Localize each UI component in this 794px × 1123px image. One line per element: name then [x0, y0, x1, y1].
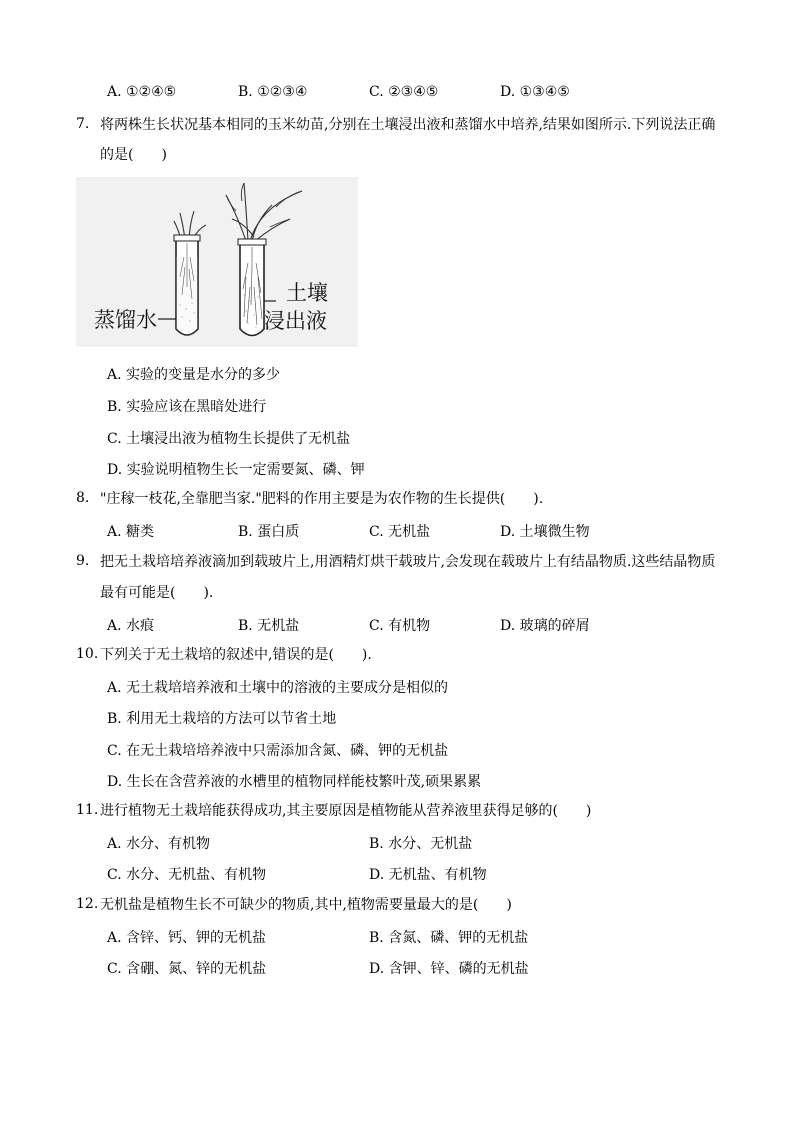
q11-option-b: B. 水分、无机盐 [369, 836, 473, 852]
q10-number: 10. [76, 646, 99, 662]
q12-option-b: B. 含氮、磷、钾的无机盐 [369, 930, 529, 946]
q10-option-a: A. 无土栽培培养液和土壤中的溶液的主要成分是相似的 [107, 680, 449, 696]
q12-number: 12. [76, 896, 99, 912]
q10-option-b: B. 利用无土栽培的方法可以节省土地 [107, 711, 337, 727]
q8-option-c: C. 无机盐 [369, 524, 431, 540]
q10-option-c: C. 在无土栽培培养液中只需添加含氮、磷、钾的无机盐 [107, 743, 449, 759]
q12-option-c: C. 含硼、氮、锌的无机盐 [107, 961, 267, 977]
q11-number: 11. [76, 802, 99, 818]
q8-stem: "庄稼一枝花,全靠肥当家."肥料的作用主要是为农作物的生长提供( ). [100, 491, 544, 507]
q6-option-a: A. ①②④⑤ [107, 84, 177, 100]
q9-number: 9. [76, 553, 90, 569]
q7-stem-line2: 的是( ) [100, 147, 167, 163]
q7-option-b: B. 实验应该在黑暗处进行 [107, 399, 267, 415]
q7-stem-line1: 将两株生长状况基本相同的玉米幼苗,分别在土壤浸出液和蒸馏水中培养,结果如图所示.下列说法正确 [100, 117, 716, 133]
q7-option-d: D. 实验说明植物生长一定需要氮、磷、钾 [107, 462, 365, 478]
left-test-tube [174, 211, 206, 335]
q11-option-a: A. 水分、有机物 [107, 836, 211, 852]
q9-option-b: B. 无机盐 [238, 618, 300, 634]
q6-option-b: B. ①②③④ [238, 84, 308, 100]
q11-option-c: C. 水分、无机盐、有机物 [107, 867, 267, 883]
q12-option-a: A. 含锌、钙、钾的无机盐 [107, 930, 267, 946]
q8-option-b: B. 蛋白质 [238, 524, 300, 540]
q7-figure-test-tubes [76, 177, 358, 347]
label-distilled-water: 蒸馏水 [94, 308, 157, 332]
q9-option-d: D. 玻璃的碎屑 [500, 618, 590, 634]
q11-option-d: D. 无机盐、有机物 [369, 867, 487, 883]
q9-option-a: A. 水痕 [107, 618, 155, 634]
q7-option-a: A. 实验的变量是水分的多少 [107, 367, 281, 383]
q8-option-d: D. 土壤微生物 [500, 524, 590, 540]
label-soil: 土壤 [286, 281, 328, 305]
q7-option-c: C. 土壤浸出液为植物生长提供了无机盐 [107, 431, 351, 447]
q12-stem: 无机盐是植物生长不可缺少的物质,其中,植物需要量最大的是( ) [100, 897, 512, 913]
q8-number: 8. [76, 490, 90, 506]
q6-option-d: D. ①③④⑤ [500, 84, 570, 100]
q6-option-c: C. ②③④⑤ [369, 84, 439, 100]
q9-stem-line2: 最有可能是( ). [100, 585, 214, 601]
q8-option-a: A. 糖类 [107, 524, 155, 540]
q7-number: 7. [76, 116, 90, 132]
label-extract: 浸出液 [264, 309, 327, 333]
q12-option-d: D. 含钾、锌、磷的无机盐 [369, 961, 529, 977]
q10-option-d: D. 生长在含营养液的水槽里的植物同样能枝繁叶茂,硕果累累 [107, 774, 482, 790]
q10-stem: 下列关于无土栽培的叙述中,错误的是( ). [100, 647, 372, 663]
q11-stem: 进行植物无土栽培能获得成功,其主要原因是植物能从营养液里获得足够的( ) [100, 803, 592, 819]
q9-option-c: C. 有机物 [369, 618, 431, 634]
q9-stem-line1: 把无土栽培培养液滴加到载玻片上,用酒精灯烘干载玻片,会发现在载玻片上有结晶物质.这些结晶物质 [100, 554, 716, 570]
